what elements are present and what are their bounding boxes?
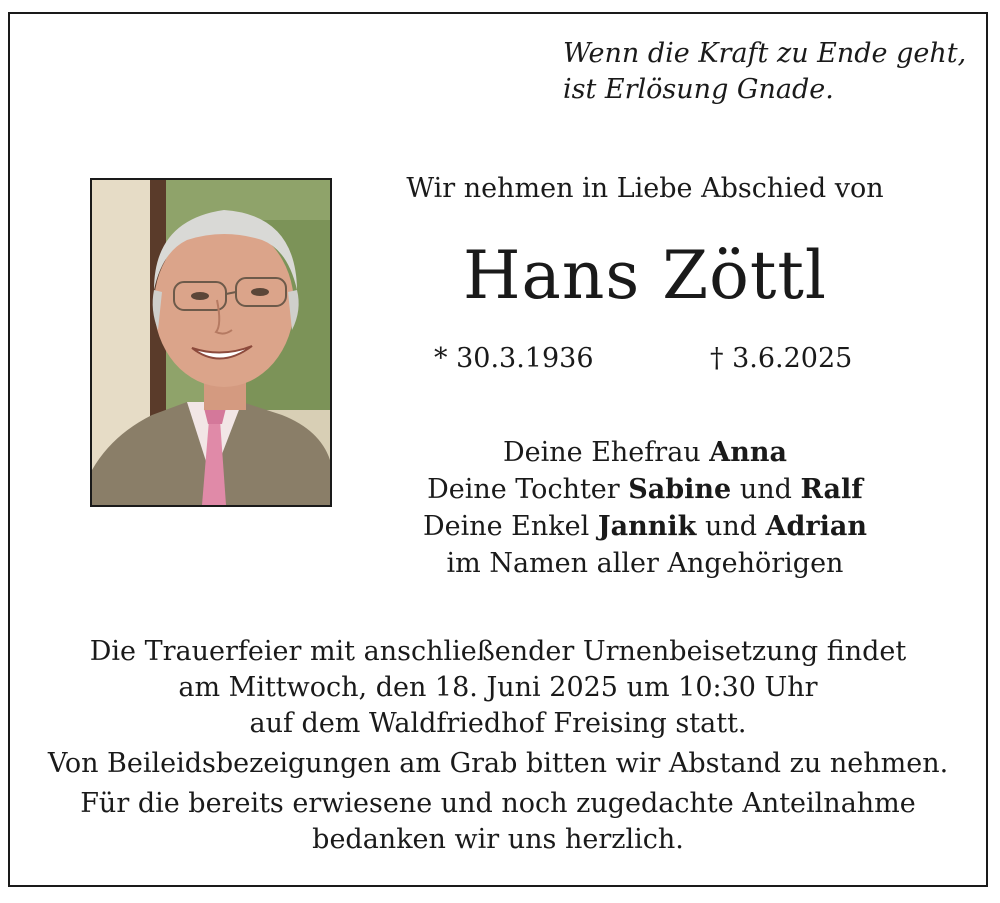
mourners-list bbox=[350, 434, 940, 582]
ceremony-line-1: Die Trauerfeier mit anschließender Urnenbeisetzung findet bbox=[89, 636, 907, 667]
condolence-note: Von Beileidsbezeigungen am Grab bitten wir Abstand zu nehmen. bbox=[47, 748, 949, 779]
mourner-joiner: und bbox=[704, 511, 757, 542]
mourner-joiner: und bbox=[739, 474, 792, 505]
funeral-details bbox=[10, 634, 986, 858]
memorial-quote bbox=[563, 36, 967, 108]
mourner-line-grandchildren bbox=[350, 508, 940, 545]
mourner-relation: Deine Tochter bbox=[427, 474, 620, 505]
mourner-name: Ralf bbox=[800, 474, 863, 505]
mourner-line-daughter bbox=[350, 471, 940, 508]
thanks-line-2: bedanken wir uns herzlich. bbox=[312, 824, 684, 855]
quote-line-1: Wenn die Kraft zu Ende geht, bbox=[563, 38, 967, 69]
ceremony-line-3: auf dem Waldfriedhof Freising statt. bbox=[249, 708, 747, 739]
ceremony-line-2: am Mittwoch, den 18. Juni 2025 um 10:30 Uhr bbox=[178, 672, 818, 703]
mourner-name: Anna bbox=[709, 437, 787, 468]
mourner-name: Adrian bbox=[765, 511, 868, 542]
thanks-line-1: Für die bereits erwiesene und noch zugedachte Anteilnahme bbox=[80, 788, 916, 819]
mourner-line-relatives: im Namen aller Angehörigen bbox=[446, 548, 844, 579]
deceased-name: Hans Zöttl bbox=[462, 237, 827, 314]
mourner-relation: Deine Ehefrau bbox=[503, 437, 701, 468]
mourner-relation: Deine Enkel bbox=[422, 511, 590, 542]
mourner-name: Jannik bbox=[597, 511, 697, 542]
death-date: † 3.6.2025 bbox=[710, 343, 853, 374]
mourner-name: Sabine bbox=[628, 474, 732, 505]
obituary-notice bbox=[8, 12, 988, 887]
portrait-illustration bbox=[92, 180, 330, 505]
quote-line-2: ist Erlösung Gnade. bbox=[563, 74, 834, 105]
birth-date: * 30.3.1936 bbox=[434, 343, 594, 374]
portrait-photo bbox=[90, 178, 332, 507]
mourner-line-spouse bbox=[350, 434, 940, 471]
intro-text: Wir nehmen in Liebe Abschied von bbox=[406, 173, 884, 204]
